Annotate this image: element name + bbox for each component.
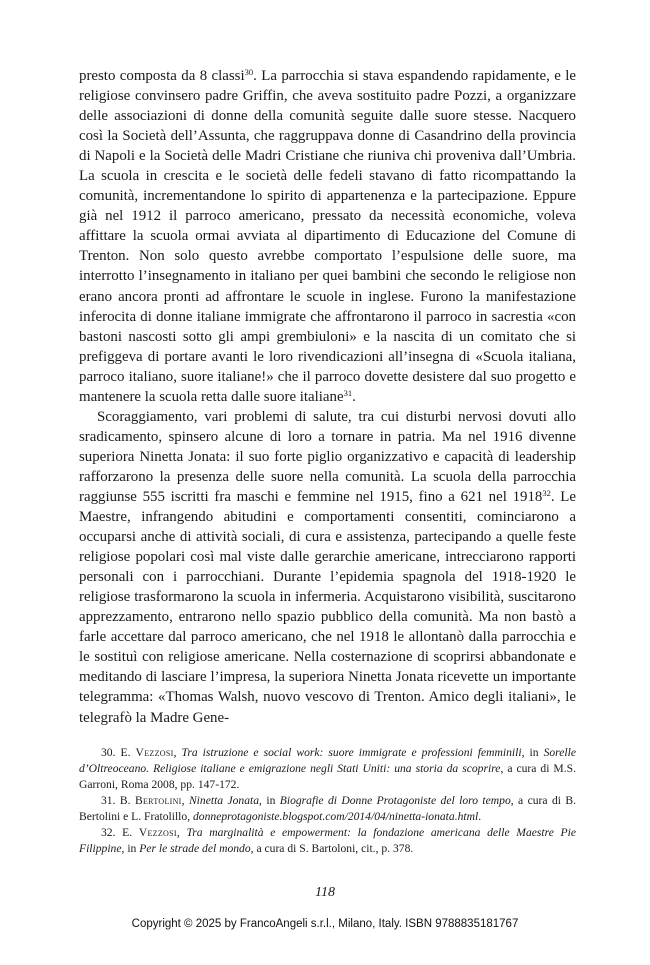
page-content	[79, 66, 576, 728]
author-initial: E.	[120, 746, 131, 759]
text-run: , in	[121, 842, 140, 856]
author-initial: E.	[122, 826, 133, 840]
copyright-notice: Copyright © 2025 by FrancoAngeli s.r.l., Milano, Italy. ISBN 9788835181767	[131, 918, 519, 930]
work-title: Tra marginalità e empowerment: la fondazione americana delle Maestre Pie Filippine	[79, 826, 576, 856]
citation-details: , a cura di B. Bertolini e L. Fratolillo,	[79, 794, 576, 824]
footnote-ref[interactable]: 32	[542, 487, 551, 498]
text-run: , in	[259, 794, 280, 808]
footnote-number: 30.	[101, 746, 116, 759]
footnote-ref[interactable]: 30	[244, 67, 254, 77]
book-title: Biografie di Donne Protagoniste del loro tempo	[279, 794, 511, 808]
footnote: 32. E. Vezzosi, Tra marginalità e empowerment: la fondazione americana delle Maestre Pie Filippine, in Per le strade del mondo, a cura di S. Bartoloni, cit., p. 378.	[79, 826, 576, 856]
author-surname: Bertolini	[134, 794, 182, 808]
paragraph	[79, 66, 576, 407]
citation-details: , a cura di M.S. Garroni, Roma 2008, pp. 147-172.	[79, 762, 576, 792]
footnote-number: 32.	[101, 826, 116, 840]
work-title: Tra istruzione e social work: suore immigrate e professioni femminili	[181, 746, 522, 759]
book-title: Per le strade del mondo	[139, 842, 251, 856]
footnote-ref[interactable]: 31	[343, 387, 353, 398]
text-run: Scoraggiamento, vari problemi di salute, tra cui disturbi nervosi dovuti allo sradicamento, spinsero alcune di loro a tornare in patria. Ma nel 1916 divenne superiora Ninetta Jonata: il suo forte piglio organizzativo e capacità di leadership rafforzarono la presenza delle suore nella comunità. La scuola della parrocchia raggiunse 555 iscritti fra maschi e femmine nel 1915, fino a 621 nel 1918	[79, 408, 576, 505]
text-run: . Le Maestre, infrangendo abitudini e comportamenti consentiti, cominciarono a occuparsi anche di attività sociali, di cura e assistenza, partecipando a quelle feste religiose popolari così mal viste dalle gerarchie americane, intrecciarono rapporti personali con i parrocchiani. Durante l’epidemia spagnola del 1918-1920 le religiose trasformarono la scuola in infermeria. Acquistarono visibilità, suscitarono apprezzamento, entrarono nello spazio pubblico della comunità. Ma non bastò a farle accettare dal parroco americano, che nel 1918 le allontanò dalla parrocchia e le sostituì con religiose americane. Nella costernazione di scoprirsi abbandonate e meditando di lasciare l’impresa, la superiora Ninetta Jonata ricevette un importante telegramma: «Thomas Walsh, nuovo vescovo di Trenton. Amico degli italiani», le telegrafò la Madre Gene-	[79, 488, 576, 726]
author-surname: Vezzosi	[138, 826, 177, 840]
footnote-number: 31.	[101, 794, 116, 808]
text-run: .	[478, 810, 482, 824]
book-title: Sorelle d’Oltreoceano. Religiose italiane e emigrazione negli Stati Uniti: una storia da scoprire	[79, 746, 576, 776]
author-surname: Vezzosi	[135, 746, 174, 759]
footnote: 31. B. Bertolini, Ninetta Jonata, in Biografie di Donne Protagoniste del loro tempo, a cura di B. Bertolini e L. Fratolillo, donneprotagoniste.blogspot.com/2014/04/ninetta-ionata.html.	[79, 794, 576, 824]
citation-details: , a cura di S. Bartoloni, cit., p. 378.	[250, 842, 414, 856]
body-text	[79, 66, 576, 728]
author-initial: B.	[119, 794, 131, 808]
web-link[interactable]: donneprotagoniste.blogspot.com/2014/04/ninetta-ionata.html	[193, 810, 479, 824]
work-title: Ninetta Jonata	[188, 794, 260, 808]
text-run: presto composta da 8 classi	[79, 68, 245, 84]
text-run: . La parrocchia si stava espandendo rapidamente, e le religiose convinsero padre Griffin, che aveva sostituito padre Pozzi, a organizzare delle associazioni di donne della comunità seguite dalle suore stesse. Nacquero così la Società dell’Assunta, che raggruppava donne di Casandrino della provincia di Napoli e la Società delle Madri Cristiane che riuniva chi proveniva dall’Umbria. La scuola in crescita e le società delle fedeli stavano di fatto ricompattando la comunità, incrementandone lo spirito di appartenenza e la partecipazione. Eppure già nel 1912 il parroco americano, pressato da necessità economiche, voleva affittare la scuola ormai avviata al dipartimento di Educazione del Comune di Trenton. Non solo questo avrebbe comportato l’espulsione delle suore, ma interrotto l’insegnamento in italiano per quei bambini che secondo le religiose non erano ancora pronti ad affrontare le scuole in inglese. Furono la manifestazione inferocita di donne italiane immigrate che affrontarono il parroco in sacrestia «con bastoni nascosti sotto gli ampi grembiuloni» e la nascita di un comitato che si prefiggeva di portare avanti le loro rivendicazioni all’insegna di «Scuola italiana, parroco italiano, suore italiane!» che il parroco dovette desistere dal suo progetto e mantenere la scuola retta dalle suore italiane	[79, 68, 576, 405]
paragraph	[79, 407, 576, 728]
text-run: , in	[521, 746, 544, 759]
footnotes	[79, 745, 576, 857]
footnote: 30. E. Vezzosi, Tra istruzione e social work: suore immigrate e professioni femminili, in Sorelle d’Oltreoceano. Religiose italiane e emigrazione negli Stati Uniti: una storia da scoprire, a cura di M.S. Garroni, Roma 2008, pp. 147-172.	[79, 746, 576, 792]
page-number: 118	[315, 885, 335, 900]
text-run: .	[352, 388, 356, 405]
